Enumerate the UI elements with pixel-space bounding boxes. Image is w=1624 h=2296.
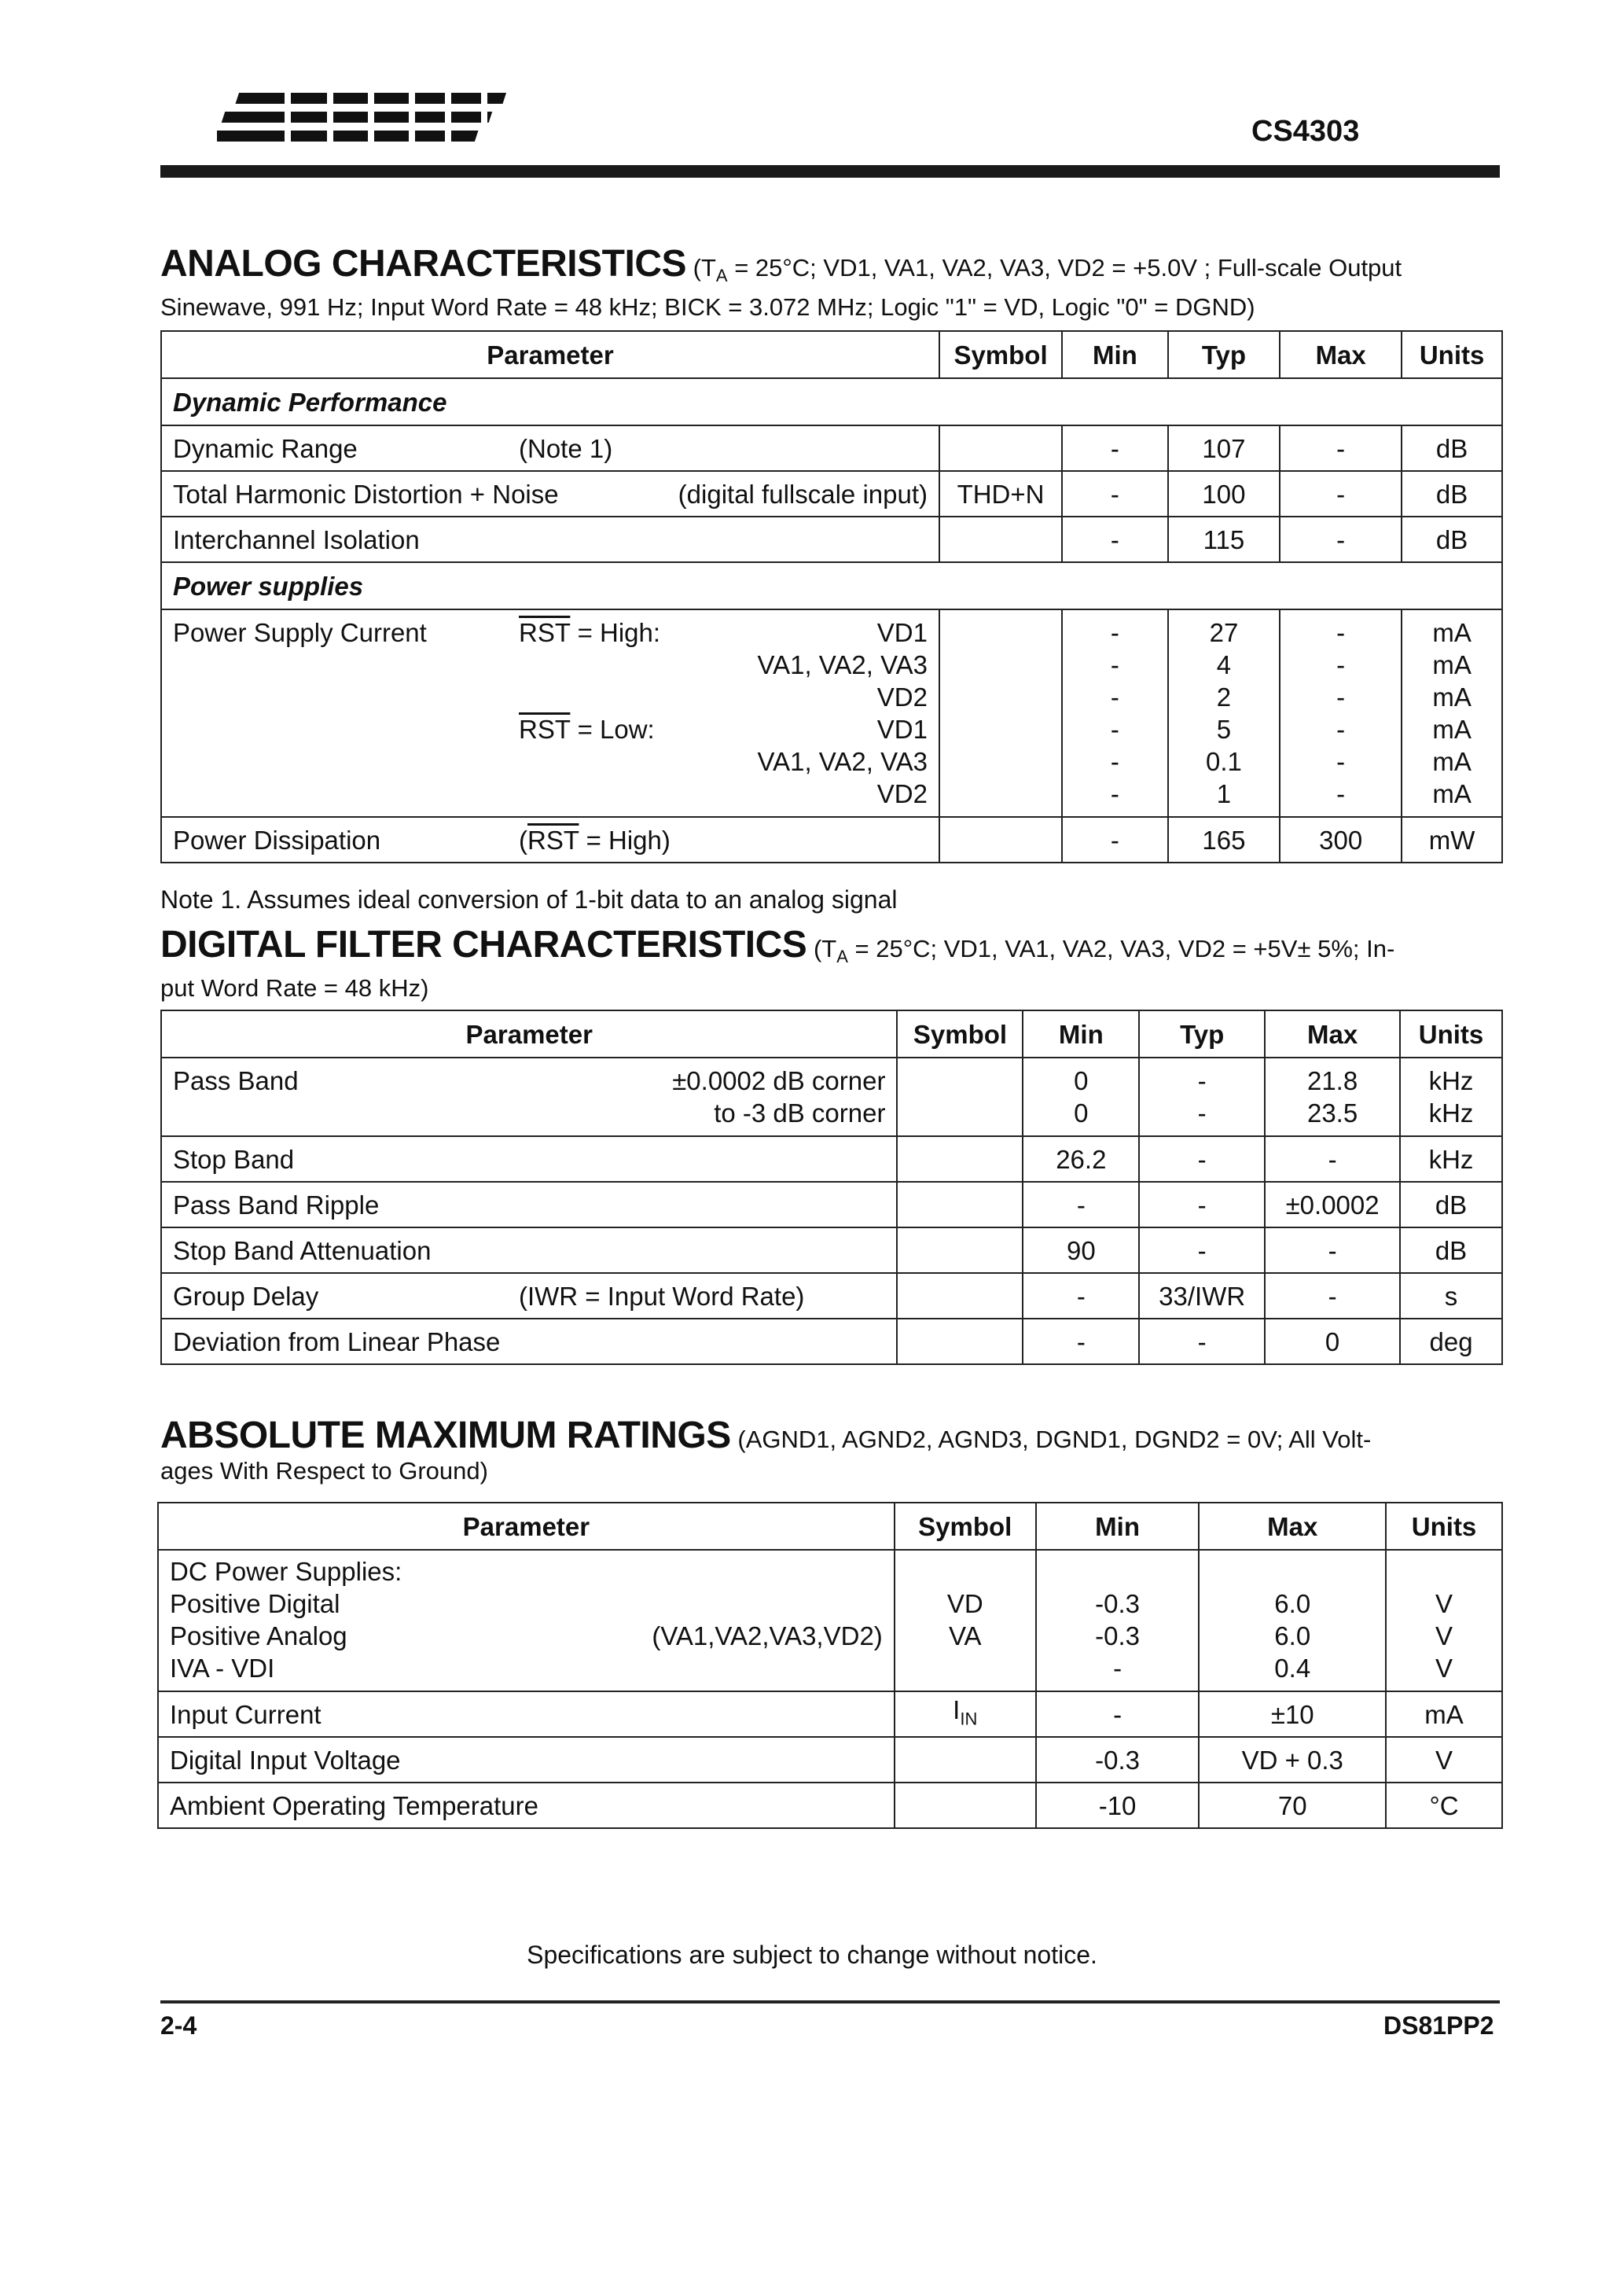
analog-table xyxy=(160,330,1503,863)
document-id: DS81PP2 xyxy=(1383,2011,1494,2040)
table-row: Digital Input Voltage -0.3 VD + 0.3 V xyxy=(158,1737,1502,1783)
table-row: DC Power Supplies: Positive Digital Positive Analog (VA1,VA2,VA3,VD2) IVA - VDI VD VA -0.3 -0.3 - 6.0 6.0 0.4 V V V xyxy=(158,1550,1502,1691)
absolute-section-heading xyxy=(160,1415,1505,1487)
digital-title: DIGITAL FILTER CHARACTERISTICS xyxy=(160,924,807,966)
analog-title: ANALOG CHARACTERISTICS xyxy=(160,243,686,285)
table-row: Pass Band Ripple - - ±0.0002 dB xyxy=(161,1182,1502,1227)
analog-section-heading xyxy=(160,243,1505,323)
table-row: Stop Band 26.2 - - kHz xyxy=(161,1136,1502,1182)
footer-rule xyxy=(160,2000,1500,2003)
table-row: Total Harmonic Distortion + Noise (digital fullscale input) THD+N - 100 - dB xyxy=(161,471,1502,517)
table-row: Group Delay (IWR = Input Word Rate) - 33/IWR - s xyxy=(161,1273,1502,1319)
table-row: Input Current $I_{IN}$ - ±10 mA xyxy=(158,1691,1502,1737)
digital-conditions-line2: put Word Rate = 48 kHz) xyxy=(160,974,429,1003)
digital-filter-table xyxy=(160,1010,1503,1365)
analog-conditions-line2: Sinewave, 991 Hz; Input Word Rate = 48 kHz; BICK = 3.072 MHz; Logic "1" = VD, Logic "0" = DGND) xyxy=(160,293,1255,322)
col-max: Max xyxy=(1280,331,1402,378)
digital-section-heading xyxy=(160,924,1505,1004)
spec-notice: Specifications are subject to change without notice. xyxy=(527,1941,1097,1969)
table-row: Dynamic Range (Note 1) - 107 - dB xyxy=(161,425,1502,471)
note-1: Note 1. Assumes ideal conversion of 1-bit data to an analog signal xyxy=(160,885,898,914)
col-min: Min xyxy=(1062,331,1168,378)
table-header-row: Parameter Symbol Min Typ Max Units xyxy=(161,1010,1502,1058)
analog-conditions-line1: ($T_A = 25^\circ C$; VD1, VA1, VA2, VA3, VD2 = +5.0V ; Full-scale Output xyxy=(693,254,1402,286)
part-number: CS4303 xyxy=(1251,115,1360,148)
col-symbol: Symbol xyxy=(939,331,1062,378)
header-rule xyxy=(160,165,1500,178)
table-row: Interchannel Isolation - 115 - dB xyxy=(161,517,1502,562)
table-row: Power Dissipation ($\overline{RST}$ = High) - 165 300 mW xyxy=(161,817,1502,863)
crystal-logo xyxy=(217,88,516,146)
col-typ: Typ xyxy=(1168,331,1280,378)
table-header-row: Parameter Symbol Min Max Units xyxy=(158,1503,1502,1550)
table-row: Ambient Operating Temperature -10 70 °C xyxy=(158,1783,1502,1828)
table-header-row xyxy=(161,331,1502,378)
col-parameter: Parameter xyxy=(161,331,939,378)
absolute-max-table xyxy=(157,1502,1503,1829)
table-row: Stop Band Attenuation 90 - - dB xyxy=(161,1227,1502,1273)
absolute-conditions-line2: ages With Respect to Ground) xyxy=(160,1457,488,1485)
absolute-title: ABSOLUTE MAXIMUM RATINGS xyxy=(160,1415,731,1456)
group-power-supplies: Power supplies xyxy=(161,562,1502,609)
group-dynamic-performance: Dynamic Performance xyxy=(161,378,1502,425)
table-row: Pass Band ±0.0002 dB corner to -3 dB corner 0 0 - - 21.8 23.5 kHz kHz xyxy=(161,1058,1502,1136)
col-units: Units xyxy=(1402,331,1502,378)
page-number: 2-4 xyxy=(160,2011,197,2040)
table-row: Deviation from Linear Phase - - 0 deg xyxy=(161,1319,1502,1364)
absolute-conditions-line1: (AGND1, AGND2, AGND3, DGND1, DGND2 = 0V; All Volt- xyxy=(737,1426,1372,1453)
digital-conditions-line1: ($T_A = 25^\circ C$; VD1, VA1, VA2, VA3, VD2 = +5V± 5%; In- xyxy=(813,935,1395,967)
table-row: Power Supply Current $\overline{RST}$ = High: VD1 VA1, VA2, VA3 VD2 $\overline{RST}$ = Low: VD1 VA1, VA2, VA3 VD2 - - - - - - 27 4 2 5 0.1 1 - - - - - - mA mA mA mA mA mA xyxy=(161,609,1502,817)
